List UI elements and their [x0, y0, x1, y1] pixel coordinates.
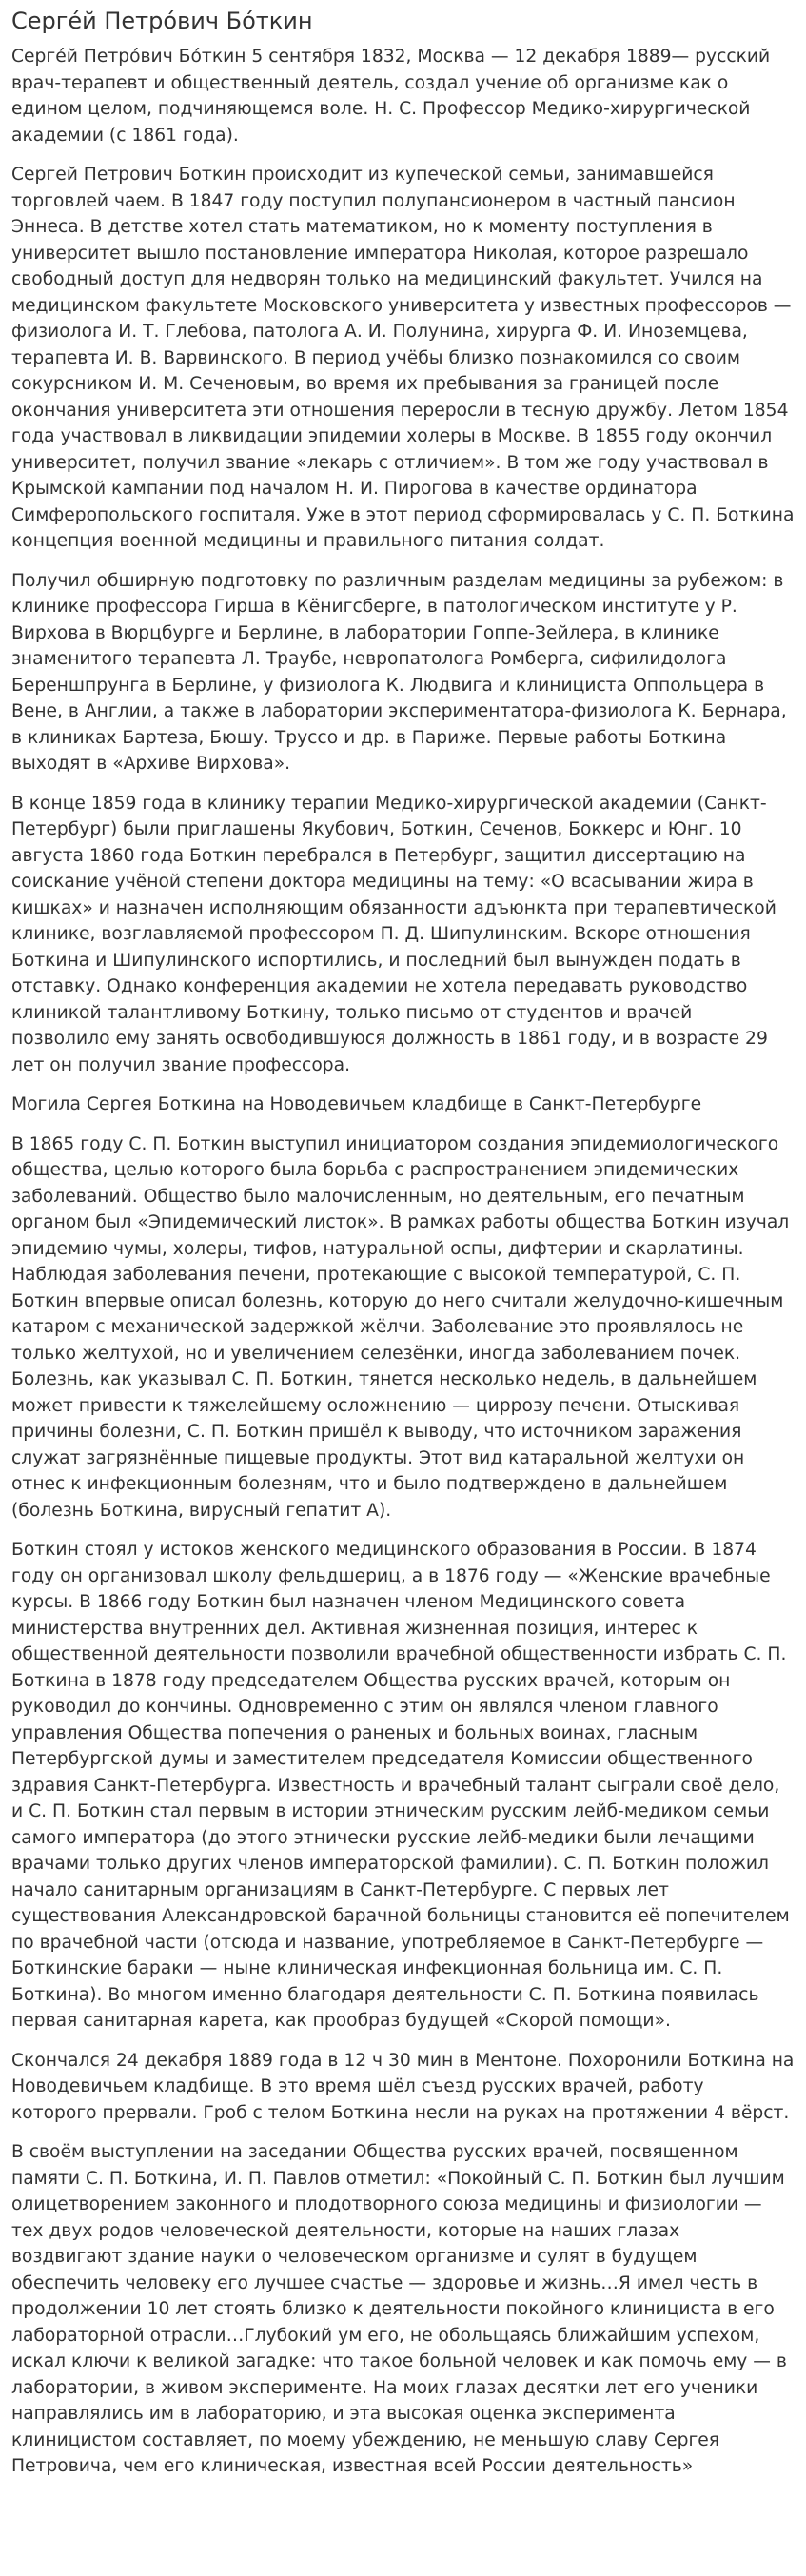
paragraph-death: Скончался 24 декабря 1889 года в 12 ч 30 мин в Ментоне. Похоронили Боткина на Новодевичьем кладбище. В это время шёл съезд русских врачей, работу которого прервали. Гроб с телом Боткина несли на руках на протяжении 4 вёрст. [11, 2050, 795, 2123]
paragraph-early-life: Сергей Петрович Боткин происходит из купеческой семьи, занимавшейся торговлей чаем. В 1847 году поступил полупансионером в частный пансион Эннеса. В детстве хотел стать математиком, но к моменту поступления в университет вышло постановление императора Николая, которое разрешало свободный доступ для недворян только на медицинский факультет. Учился на медицинском факультете Московского университета у известных профессоров — физиолога И. Т. Глебова, патолога А. И. Полунина, хирурга Ф. И. Иноземцева, терапевта И. В. Варвинского. В период учёбы близко познакомился со своим сокурсником И. М. Сеченовым, во время их пребывания за границей после окончания университета эти отношения переросли в тесную дружбу. Летом 1854 года участвовал в ликвидации эпидемии холеры в Москве. В 1855 году окончил университет, получил звание «лекарь с отличием». В том же году участвовал в Крымской кампании под началом Н. И. Пирогова в качестве ординатора Симферопольского госпиталя. Уже в этот период сформировалась у С. П. Боткина концепция военной медицины и правильного питания солдат. [11, 165, 795, 551]
paragraph-academy: В конце 1859 года в клинику терапии Медико-хирургической академии (Санкт-Петербург) были приглашены Якубович, Боткин, Сеченов, Боккерс и Юнг. 10 августа 1860 года Боткин перебрался в Петербург, защитил диссертацию на соискание учёной степени доктора медицины на тему: «О всасывании жира в кишках» и назначен исполняющим обязанности адъюнкта при терапевтической клинике, возглавляемой профессором П. Д. Шипулинским. Вскоре отношения Боткина и Шипулинского испортились, и последний был вынужден подать в отставку. Однако конференция академии не хотела передавать руководство клиникой талантливому Боткину, только письмо от студентов и врачей позволило ему занять освободившуюся должность в 1861 году, и в возрасте 29 лет он получил звание профессора. [11, 793, 777, 1075]
paragraph-epidemiology: В 1865 году С. П. Боткин выступил инициатором создания эпидемиологического общества, целью которого была борьба с распространением эпидемических заболеваний. Общество было малочисленным, но деятельным, его печатным органом был «Эпидемический листок». В рамках работы общества Боткин изучал эпидемию чумы, холеры, тифов, натуральной оспы, дифтерии и скарлатины. Наблюдая заболевания печени, протекающие с высокой температурой, С. П. Боткин впервые описал болезнь, которую до него считали желудочно-кишечным катаром с механической задержкой жёлчи. Заболевание это проявлялось не только желтухой, но и увеличением селезёнки, иногда заболеванием почек. Болезнь, как указывал С. П. Боткин, тянется несколько недель, в дальнейшем может привести к тяжелейшему осложнению — циррозу печени. Отыскивая причины болезни, С. П. Боткин пришёл к выводу, что источником заражения служат загрязнённые пищевые продукты. Этот вид катаральной желтухи он отнес к инфекционным болезням, что и было подтверждено в дальнейшем (болезнь Боткина, вирусный гепатит А). [11, 1133, 790, 1521]
paragraph-pavlov-quote: В своём выступлении на заседании Общества русских врачей, посвященном памяти С. П. Боткина, И. П. Павлов отметил: «Покойный С. П. Боткин был лучшим олицетворением законного и плодотворного союза медицины и физиологии — тех двух родов человеческой деятельности, которые на наших глазах воздвигают здание науки о человеческом организме и сулят в будущем обеспечить человеку его лучшее счастье — здоровье и жизнь…Я имел честь в продолжении 10 лет стоять близко к деятельности покойного клинициста в его лабораторной отрасли…Глубокий ум его, не обольщаясь ближайшим успехом, искал ключи к великой загадке: что такое больной человек и как помочь ему — в лаборатории, в живом эксперименте. На моих глазах десятки лет его ученики направлялись им в лабораторию, и эта высокая оценка эксперимента клиницистом составляет, по моему убеждению, не меньшую славу Сергея Петровича, чем его клиническая, известная всей России деятельность» [11, 2142, 787, 2476]
paragraph-training-abroad: Получил обширную подготовку по различным разделам медицины за рубежом: в клинике профессора Гирша в Кёнигсберге, в патологическом институте у Р. Вирхова в Вюрцбурге и Берлине, в лаборатории Гоппе-Зейлера, в клинике знаменитого терапевта Л. Траубе, невропатолога Ромберга, сифилидолога Береншпрунга в Берлине, у физиолога К. Людвига и клинициста Оппольцера в Вене, в Англии, а также в лаборатории экспериментатора-физиолога К. Бернара, в клиниках Бартеза, Бюшу. Труссо и др. в Париже. Первые работы Боткина выходят в «Архиве Вирхова». [11, 570, 787, 774]
image-caption-grave: Могила Сергея Боткина на Новодевичьем кладбище в Санкт-Петербурге [11, 1094, 702, 1114]
page-title: Серге́й Петро́вич Бо́ткин [11, 8, 313, 34]
paragraph-public-activity: Боткин стоял у истоков женского медицинского образования в России. В 1874 году он организовал школу фельдшериц, а в 1876 году — «Женские врачебные курсы. В 1866 году Боткин был назначен членом Медицинского совета министерства внутренних дел. Активная жизненная позиция, интерес к общественной деятельности позволили врачебной общественности избрать С. П. Боткина в 1878 году председателем Общества русских врачей, которым он руководил до кончины. Одновременно с этим он являлся членом главного управления Общества попечения о раненых и больных воинах, гласным Петербургской думы и заместителем председателя Комиссии общественного здравия Санкт-Петербурга. Известность и врачебный талант сыграли своё дело, и С. П. Боткин стал первым в истории этническим русским лейб-медиком семьи самого императора (до этого этнически русские лейб-медики были лечащими врачами только других членов императорской фамилии). С. П. Боткин положил начало санитарным организациям в Санкт-Петербурге. С первых лет существования Александровской барачной больницы становится её попечителем по врачебной части (отсюда и название, употребляемое в Санкт-Петербурге — Боткинские бараки — ныне клиническая инфекционная больница им. С. П. Боткина). Во многом именно благодаря деятельности С. П. Боткина появилась первая санитарная карета, как прообраз будущей «Скорой помощи». [11, 1540, 790, 2031]
paragraph-intro: Серге́й Петро́вич Бо́ткин 5 сентября 1832, Москва — 12 декабря 1889— русский врач-терапевт и общественный деятель, создал учение об организме как о едином целом, подчиняющемся воле. Н. С. Профессор Медико-хирургической академии (с 1861 года). [11, 47, 771, 146]
